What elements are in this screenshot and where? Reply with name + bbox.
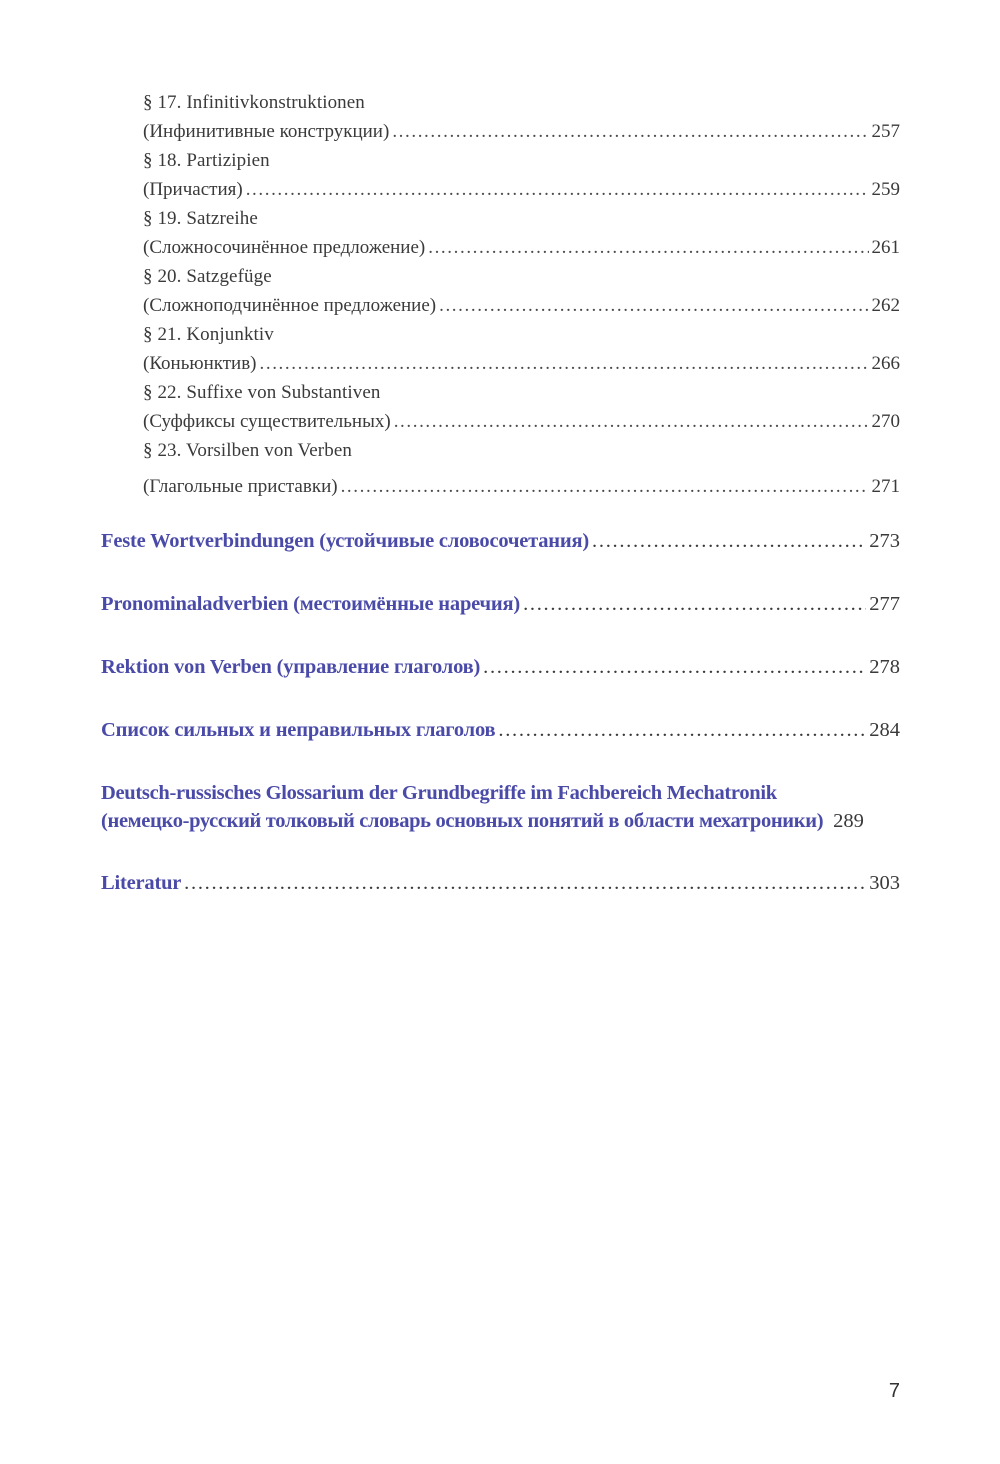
toc-entry-translation-line (143, 349, 900, 378)
toc-entry-feste-wortverbindungen[interactable] (101, 527, 900, 555)
toc-entry-title: § 22. Suffixe von Substantiven (143, 382, 381, 403)
toc-main-entry-text: (немецко-русский толковый словарь основных понятий в области мехатроники) (101, 810, 824, 832)
toc-entry-title: § 17. Infinitivkonstruktionen (143, 92, 365, 113)
grammar-subsection-list (143, 88, 900, 501)
toc-entry-literatur[interactable] (101, 869, 900, 897)
toc-entry-title: § 20. Satzgefüge (143, 266, 272, 287)
toc-entry-s20[interactable] (143, 262, 900, 320)
dot-leader (523, 590, 866, 618)
toc-main-entry-text: Rektion von Verben (управление глаголов) (101, 656, 481, 678)
dot-leader (592, 527, 866, 555)
toc-page-number: 303 (869, 872, 900, 894)
dot-leader (428, 233, 868, 262)
toc-entry-translation: (Сложносочинённое предложение) (143, 237, 426, 258)
toc-page-number: 261 (871, 237, 900, 258)
toc-entry-title: § 23. Vorsilben von Verben (143, 440, 352, 461)
toc-page-number: 284 (869, 719, 900, 741)
toc-page-number: 257 (871, 121, 900, 142)
toc-entry-rektion-von-verben[interactable] (101, 653, 900, 681)
toc-entry-translation-line (143, 407, 900, 436)
toc-entry-translation-line (143, 233, 900, 262)
toc-entry-title: § 18. Partizipien (143, 150, 270, 171)
toc-entry-title: § 19. Satzreihe (143, 208, 258, 229)
dot-leader (341, 472, 869, 501)
toc-entry-translation: (Суффиксы существительных) (143, 411, 391, 432)
toc-entry-s19[interactable] (143, 204, 900, 262)
toc-entry-translation-line (143, 291, 900, 320)
dot-leader (483, 653, 866, 681)
toc-entry-s21[interactable] (143, 320, 900, 378)
toc-entry-pronominaladverbien[interactable] (101, 590, 900, 618)
toc-main-entry-text: Feste Wortverbindungen (устойчивые словосочетания) (101, 530, 590, 552)
toc-entry-translation-line (143, 175, 900, 204)
dot-leader (392, 117, 868, 146)
toc-main-entry-text: Literatur (101, 872, 182, 894)
toc-entry-translation-line (143, 117, 900, 146)
toc-page-number: 262 (871, 295, 900, 316)
toc-entry-translation: (Коньюнктив) (143, 353, 257, 374)
dot-leader (246, 175, 869, 204)
page-folio-number: 7 (888, 1380, 900, 1402)
toc-entry-glossarium[interactable] (101, 779, 900, 835)
toc-page-number: 270 (871, 411, 900, 432)
toc-entry-s23[interactable] (143, 436, 900, 501)
dot-leader (439, 291, 868, 320)
toc-entry-translation: (Инфинитивные конструкции) (143, 121, 390, 142)
toc-entry-translation-line (101, 807, 900, 835)
toc-entry-strong-verbs-list[interactable] (101, 716, 900, 744)
dot-leader (184, 869, 866, 897)
toc-main-entry-text: Deutsch-russisches Glossarium der Grundbegriffe im Fachbereich Mechatronik (101, 782, 777, 804)
toc-page-number: 289 (833, 810, 864, 832)
dot-leader (394, 407, 869, 436)
toc-page-number: 278 (869, 656, 900, 678)
toc-entry-s22[interactable] (143, 378, 900, 436)
toc-page-number: 271 (871, 476, 900, 497)
dot-leader (498, 716, 866, 744)
toc-entry-s18[interactable] (143, 146, 900, 204)
toc-entry-translation: (Глагольные приставки) (143, 476, 338, 497)
toc-entry-translation: (Причастия) (143, 179, 243, 200)
toc-entry-translation: (Сложноподчинённое предложение) (143, 295, 437, 316)
dot-leader (260, 349, 869, 378)
toc-page-number: 259 (871, 179, 900, 200)
toc-page-number: 273 (869, 530, 900, 552)
toc-entry-translation-line (143, 472, 900, 501)
toc-entry-s17[interactable] (143, 88, 900, 146)
toc-entry-title: § 21. Konjunktiv (143, 324, 274, 345)
toc-page-number: 266 (871, 353, 900, 374)
toc-main-entry-text: Список сильных и неправильных глаголов (101, 719, 496, 741)
toc-page-number: 277 (869, 593, 900, 615)
toc-main-entry-text: Pronominaladverbien (местоимённые наречия) (101, 593, 521, 615)
